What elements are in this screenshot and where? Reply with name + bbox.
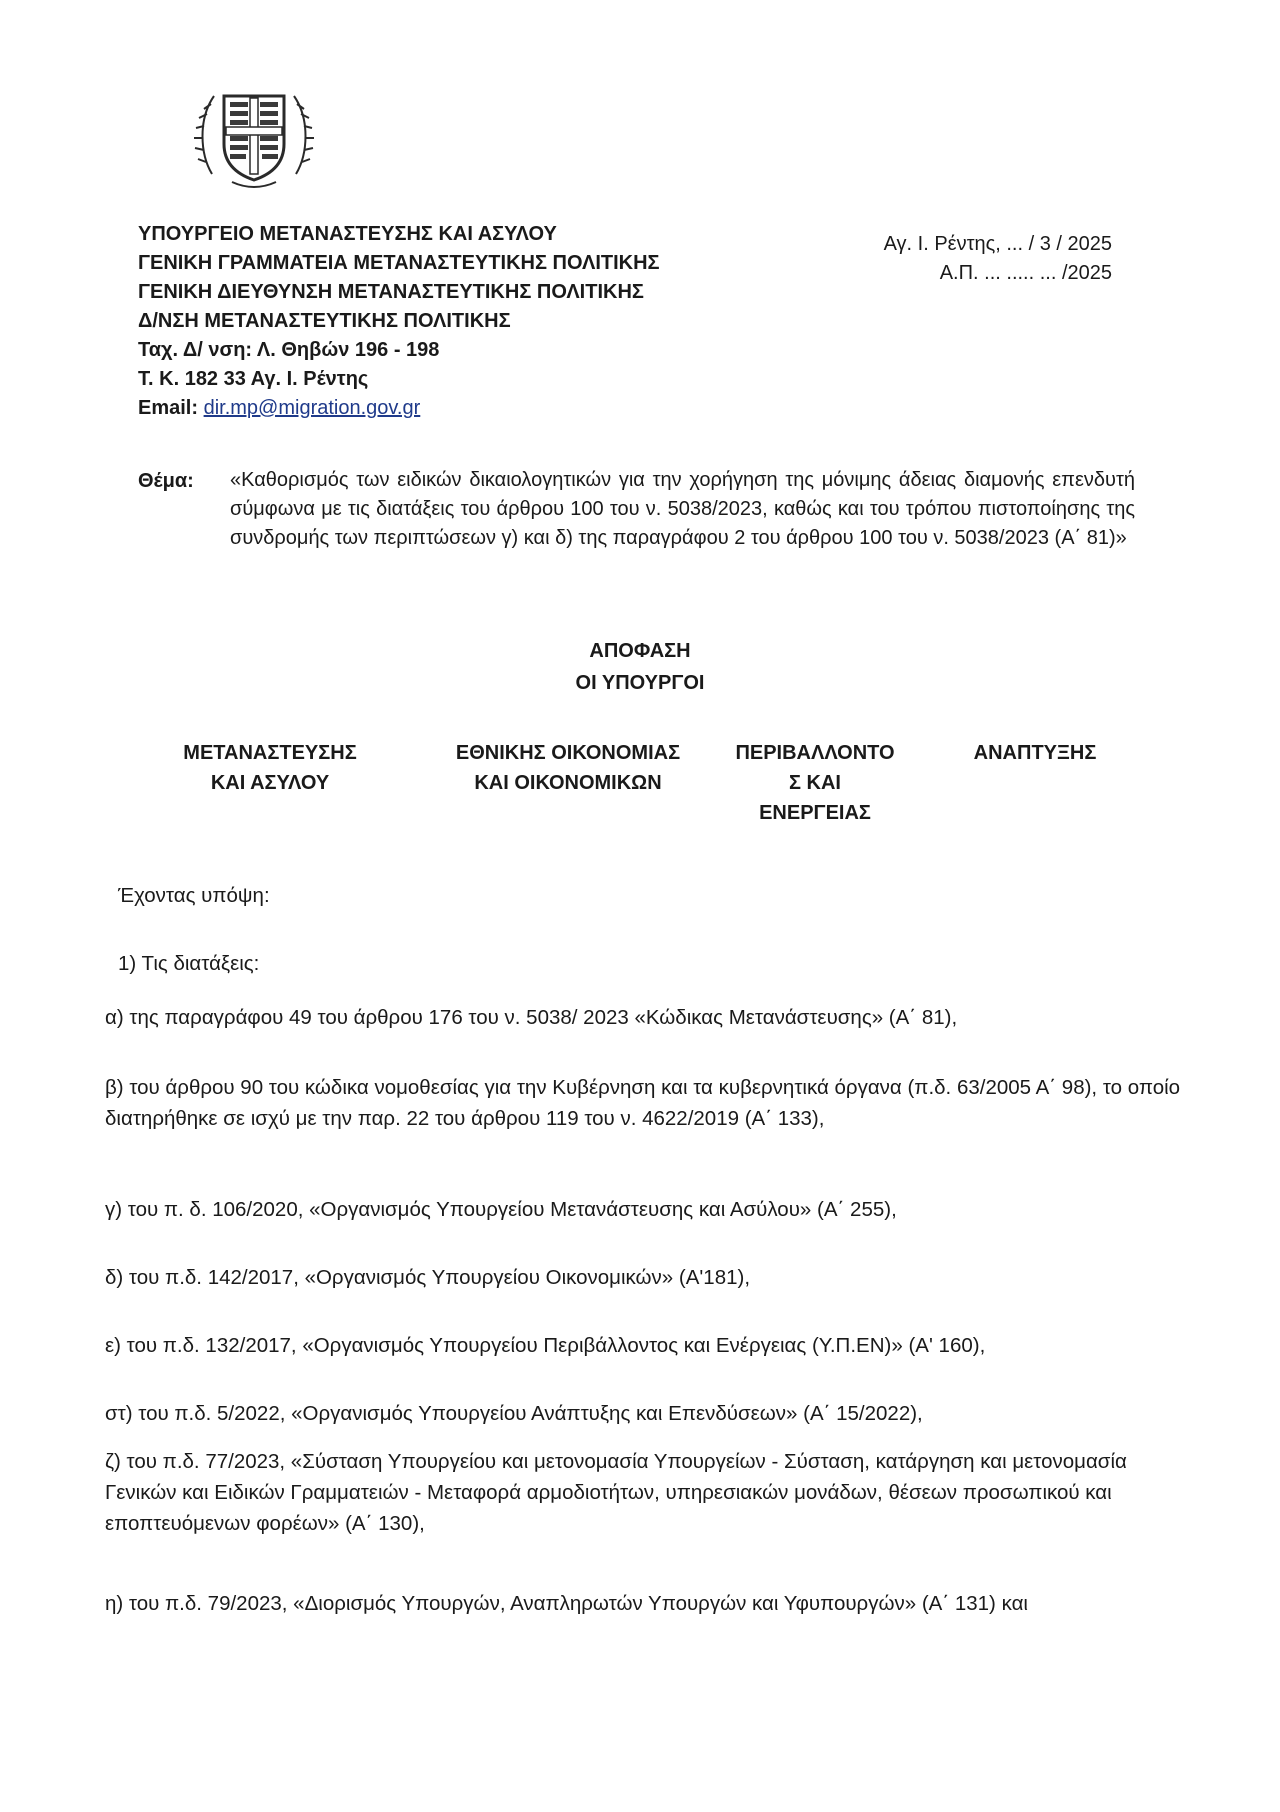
minister-line: ΑΝΑΠΤΥΞΗΣ <box>973 742 1097 764</box>
greek-coat-of-arms-icon <box>192 74 316 198</box>
subject-label: Θέμα: <box>138 470 194 492</box>
minister-line: ΚΑΙ ΑΣΥΛΟΥ <box>210 772 330 794</box>
address-line: Ταχ. Δ/ νση: Λ. Θηβών 196 - 198 <box>138 339 440 361</box>
provision-item: δ) του π.δ. 142/2017, «Οργανισμός Υπουργείου Οικονομικών» (Α'181), <box>105 1266 751 1289</box>
ministry-line: ΥΠΟΥΡΓΕΙΟ ΜΕΤΑΝΑΣΤΕΥΣΗΣ ΚΑΙ ΑΣΥΛΟΥ <box>138 223 557 245</box>
provision-item: η) του π.δ. 79/2023, «Διορισμός Υπουργών, Αναπληρωτών Υπουργών και Υφυπουργών» (Α΄ 131) και <box>105 1592 1028 1615</box>
decision-title: ΑΠΟΦΑΣΗ <box>589 640 691 662</box>
email-line <box>138 394 660 423</box>
minister-line: ΕΘΝΙΚΗΣ ΟΙΚΟΝΟΜΙΑΣ <box>455 742 681 764</box>
ministers-row <box>0 738 1280 848</box>
minister-development <box>960 738 1110 768</box>
provision-item: στ) του π.δ. 5/2022, «Οργανισμός Υπουργείου Ανάπτυξης και Επενδύσεων» (Α΄ 15/2022), <box>105 1402 923 1425</box>
minister-economy <box>428 738 708 798</box>
subject-text: «Καθορισμός των ειδικών δικαιολογητικών για την χορήγηση της μόνιμης άδειας διαμονής επενδυτή σύμφωνα με τις διατάξεις του άρθρου 100 του ν. 5038/2023, καθώς και του τρόπου πιστοποίησης της συνδρομής των περιπτώσεων γ) και δ) της παραγράφου 2 του άρθρου 100 του ν. 5038/2023 (Α΄ 81)» <box>230 469 1135 549</box>
minister-line: ΚΑΙ ΟΙΚΟΝΟΜΙΚΩΝ <box>474 772 662 794</box>
minister-line: ΠΕΡΙΒΑΛΛΟΝΤΟ <box>735 742 895 764</box>
date-line: Αγ. Ι. Ρέντης, ... / 3 / 2025 <box>883 233 1112 255</box>
decision-subtitle: ΟΙ ΥΠΟΥΡΓΟΙ <box>575 672 705 694</box>
provision-item: α) της παραγράφου 49 του άρθρου 176 του ν. 5038/ 2023 «Κώδικας Μετανάστευσης» (Α΄ 81), <box>105 1006 958 1029</box>
postal-code-line: Τ. Κ. 182 33 Αγ. Ι. Ρέντης <box>138 368 369 390</box>
ministry-line: Δ/ΝΣΗ ΜΕΤΑΝΑΣΤΕΥΤΙΚΗΣ ΠΟΛΙΤΙΚΗΣ <box>138 310 511 332</box>
ministry-line: ΓΕΝΙΚΗ ΔΙΕΥΘΥΝΣΗ ΜΕΤΑΝΑΣΤΕΥΤΙΚΗΣ ΠΟΛΙΤΙΚΗΣ <box>138 281 644 303</box>
protocol-number: Α.Π. ... ..... ... /2025 <box>939 262 1112 284</box>
email-label: Email: <box>138 397 199 419</box>
provision-item: ζ) του π.δ. 77/2023, «Σύσταση Υπουργείου και μετονομασία Υπουργείων - Σύσταση, κατάργηση και μετονομασία Γενικών και Ειδικών Γραμματειών - Μεταφορά αρμοδιοτήτων, υπηρεσιακών μονάδων, θέσεων προσωπικού και εποπτευόμενων φορέων» (Α΄ 130), <box>105 1450 1127 1535</box>
provision-item: γ) του π. δ. 106/2020, «Οργανισμός Υπουργείου Μετανάστευσης και Ασύλου» (Α΄ 255), <box>105 1198 897 1221</box>
minister-line: ΕΝΕΡΓΕΙΑΣ <box>759 802 871 824</box>
provisions-heading: 1) Τις διατάξεις: <box>118 952 260 975</box>
provision-item: β) του άρθρου 90 του κώδικα νομοθεσίας για την Κυβέρνηση και τα κυβερνητικά όργανα (π.δ. 63/2005 Α΄ 98), το οποίο διατηρήθηκε σε ισχύ με την παρ. 22 του άρθρου 119 του ν. 4622/2019 (Α΄ 133), <box>105 1076 1181 1130</box>
ministry-header <box>138 220 660 423</box>
provision-item: ε) του π.δ. 132/2017, «Οργανισμός Υπουργείου Περιβάλλοντος και Ενέργειας (Υ.Π.ΕΝ)» (Α' 160), <box>105 1334 986 1357</box>
ministry-line: ΓΕΝΙΚΗ ΓΡΑΜΜΑΤΕΙΑ ΜΕΤΑΝΑΣΤΕΥΤΙΚΗΣ ΠΟΛΙΤΙΚΗΣ <box>138 252 660 274</box>
minister-line: Σ ΚΑΙ <box>788 772 841 794</box>
minister-line: ΜΕΤΑΝΑΣΤΕΥΣΗΣ <box>183 742 357 764</box>
minister-migration <box>160 738 380 798</box>
considering-heading: Έχοντας υπόψη: <box>118 884 270 907</box>
email-link[interactable]: dir.mp@migration.gov.gr <box>203 397 421 419</box>
reference-block <box>862 230 1112 288</box>
minister-environment <box>725 738 905 828</box>
